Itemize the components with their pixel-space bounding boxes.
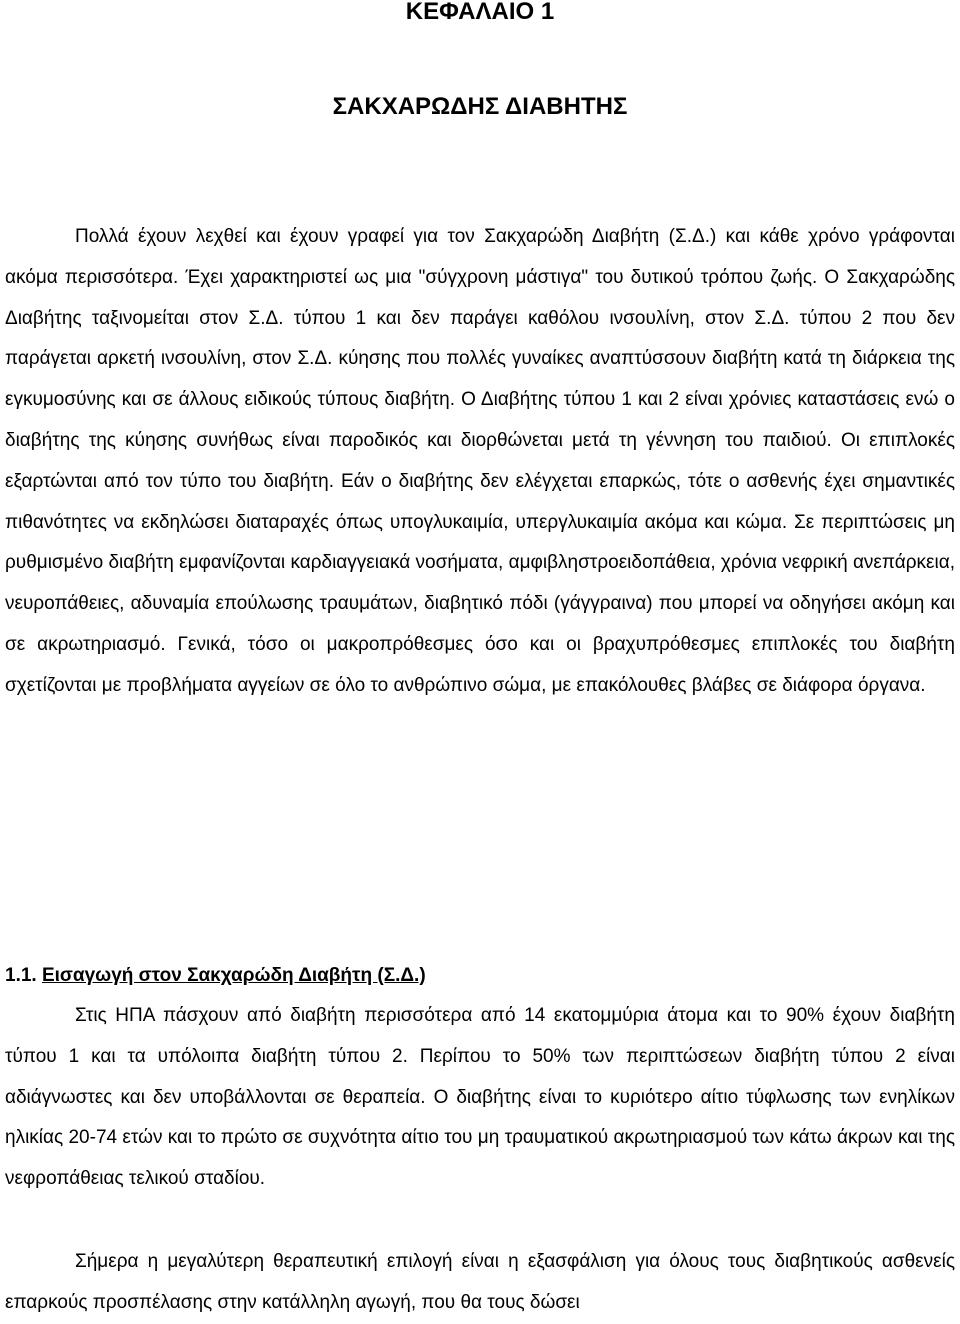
section-title: Εισαγωγή στον Σακχαρώδη Διαβήτη (Σ.Δ.) [41,965,426,986]
section-heading [5,962,426,990]
section-number: 1.1. [5,965,37,986]
paragraph-introduction: Πολλά έχουν λεχθεί και έχουν γραφεί για τον Σακχαρώδη Διαβήτη (Σ.Δ.) και κάθε χρόνο γράφονται ακόμα περισσότερα. Έχει χαρακτηριστεί ως μια "σύγχρονη μάστιγα" του δυτικού τρόπου ζωής. Ο Σακχαρώδης Διαβήτης ταξινομείται στον Σ.Δ. τύπου 1 και δεν παράγει καθόλου ινσουλίνη, στον Σ.Δ. τύπου 2 που δεν παράγεται αρκετή ινσουλίνη, στον Σ.Δ. κύησης που πολλές γυναίκες αναπτύσσουν διαβήτη κατά τη διάρκεια της εγκυμοσύνης και σε άλλους ειδικούς τύπους διαβήτη. Ο Διαβήτης τύπου 1 και 2 είναι χρόνιες καταστάσεις ενώ ο διαβήτης της κύησης συνήθως είναι παροδικός και διορθώνεται μετά τη γέννηση του παιδιού. Οι επιπλοκές εξαρτώνται από τον τύπο του διαβήτη. Εάν ο διαβήτης δεν ελέγχεται επαρκώς, τότε ο ασθενής έχει σημαντικές πιθανότητες να εκδηλώσει διαταραχές όπως υπογλυκαιμία, υπεργλυκαιμία ακόμα και κώμα. Σε περιπτώσεις μη ρυθμισμένο διαβήτη εμφανίζονται καρδιαγγειακά νοσήματα, αμφιβληστροειδοπάθεια, χρόνια νεφρική ανεπάρκεια, νευροπάθειες, αδυναμία επούλωσης τραυμάτων, διαβητικό πόδι (γάγγραινα) που μπορεί να οδηγήσει ακόμη και σε ακρωτηριασμό. Γενικά, τόσο οι μακροπρόθεσμες όσο και οι βραχυπρόθεσμες επιπλοκές του διαβήτη σχετίζονται με προβλήματα αγγείων σε όλο το ανθρώπινο σώμα, με επακόλουθες βλάβες σε διάφορα όργανα. [5,226,955,696]
chapter-label: ΚΕΦΑΛΑΙΟ 1 [405,0,555,25]
paragraph-usa-statistics: Στις ΗΠΑ πάσχουν από διαβήτη περισσότερα από 14 εκατομμύρια άτομα και το 90% έχουν διαβήτη τύπου 1 και τα υπόλοιπα διαβήτη τύπου 2. Περίπου το 50% των περιπτώσεων διαβήτη τύπου 2 είναι αδιάγνωστες και δεν υποβάλλονται σε θεραπεία. Ο διαβήτης είναι το κυριότερο αίτιο τύφλωσης των ενηλίκων ηλικίας 20-74 ετών και το πρώτο σε συχνότητα αίτιο του μη τραυματικού ακρωτηριασμού των κάτω άκρων και της νεφροπάθειας τελικού σταδίου. [5,1005,955,1190]
chapter-title: ΣΑΚΧΑΡΩΔΗΣ ΔΙΑΒΗΤΗΣ [332,93,628,120]
paragraph-treatment: Σήμερα η μεγαλύτερη θεραπευτική επιλογή είναι η εξασφάλιση για όλους τους διαβητικούς ασθενείς επαρκούς προσπέλασης στην κατάλληλη αγωγή, που θα τους δώσει [5,1251,955,1313]
